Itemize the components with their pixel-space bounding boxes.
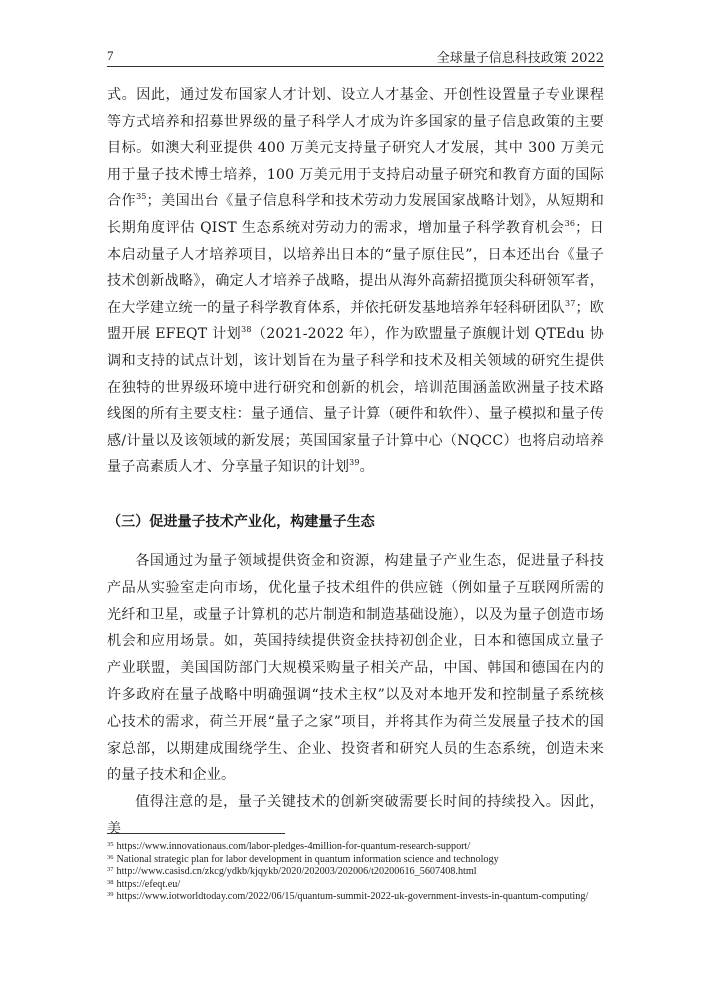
text-run: （2021-2022 年），作为欧盟量子旗舰计划 QTEdu 协调和支持的试点计划，该计划旨在为量子科学和技术及相关领域的研究生提供在独特的世界级环境中进行研究和创新的机会，培训范围涵盖欧洲量子技术路线图的所有主要支柱：量子通信、量子计算（硬件和软件）、量子模拟和量子传感/计量以及该领域的新发展；英国国家量子计算中心（NQCC）也将启动培养量子高素质人才、分享量子知识的计划 [107, 326, 604, 476]
text-run: ；日本启动量子人才培养项目，以培养出日本的“量子原住民”，日本还出台《量子技术创新战略》，确定人才培养子战略，提出从海外高薪招揽顶尖科研领军者，在大学建立统一的量子科学教育体系，并依托研发基地培养年轻科研团队 [107, 219, 604, 316]
industry-section [107, 548, 604, 843]
text-run: 式。因此，通过发布国家人才计划、设立人才基金、开创性设置量子专业课程等方式培养和招募世界级的量子科学人才成为许多国家的量子信息政策的主要目标。如澳大利亚提供 400 万美元支持量子研究人才发展，其中 300 万美元用于量子技术博士培养，100 万美元用于支持启动量子研究和教育方面的国际合作 [107, 87, 604, 210]
running-title: 全球量子信息科技政策 2022 [436, 51, 604, 66]
footnote-link[interactable]: https://efeqt.eu/ [116, 878, 181, 890]
footnote-ref[interactable]: 38 [241, 325, 252, 335]
text-run: ；美国出台《量子信息科学和技术劳动力发展国家战略计划》，从短期和长期角度评估 QIST 生态系统对劳动力的需求，增加量子科学教育机会 [107, 193, 604, 236]
footnote-link[interactable]: http://www.casisd.cn/zkcg/ydkb/kjqykb/2020/202003/202006/t20200616_5607408.html [116, 866, 477, 877]
text-run: ；欧盟开展 EFEQT 计划 [107, 299, 604, 343]
footnote-35 [107, 841, 604, 854]
footnote-number: 39 [107, 891, 114, 898]
footnotes [107, 841, 604, 904]
footnote-number: 38 [107, 878, 114, 886]
footnote-39 [107, 891, 604, 904]
talent-paragraph [107, 82, 604, 481]
footnote-number: 37 [107, 866, 114, 873]
footnote-38 [107, 879, 604, 892]
footnote-ref[interactable]: 35 [136, 192, 147, 202]
investment-paragraph: 值得注意的是，量子关键技术的创新突破需要长时间的持续投入。因此，美 [107, 794, 604, 837]
footnote-37 [107, 866, 604, 879]
footnote-number: 36 [107, 853, 114, 861]
footnote-text: National strategic plan for labor development in quantum information science and technology [116, 853, 499, 865]
footnote-link[interactable]: https://www.innovationaus.com/labor-pledges-4million-for-quantum-research-support/ [116, 841, 471, 852]
footnote-ref[interactable]: 39 [349, 458, 360, 468]
footnote-link[interactable]: https://www.iotworldtoday.com/2022/06/15/quantum-summit-2022-uk-government-invests-in-quantum-computing/ [116, 891, 589, 902]
industry-paragraph: 各国通过为量子领域提供资金和资源，构建量子产业生态，促进量子科技产品从实验室走向市场，优化量子技术组件的供应链（例如量子互联网所需的光纤和卫星，或量子计算机的芯片制造和制造基础设施），以及为量子创造市场机会和应用场景。如，英国持续提供资金扶持初创企业，日本和德国成立量子产业联盟，美国国防部门大规模采购量子相关产品，中国、韩国和德国在内的许多政府在量子战略中明确强调“技术主权”以及对本地开发和控制量子系统核心技术的需求，荷兰开展“量子之家”项目，并将其作为荷兰发展量子技术的国家总部，以期建成围绕学生、企业、投资者和研究人员的生态系统，创造未来的量子技术和企业。 [107, 553, 604, 784]
page-header [107, 46, 604, 67]
footnote-ref[interactable]: 37 [564, 298, 576, 308]
footnote-number: 35 [107, 841, 114, 848]
text-run: 。 [359, 459, 374, 476]
footnote-ref[interactable]: 36 [564, 218, 576, 228]
footnote-36 [107, 854, 604, 867]
section-heading: （三）促进量子技术产业化，构建量子生态 [107, 514, 375, 530]
page-number: 7 [107, 48, 114, 63]
footnote-divider [107, 833, 285, 834]
